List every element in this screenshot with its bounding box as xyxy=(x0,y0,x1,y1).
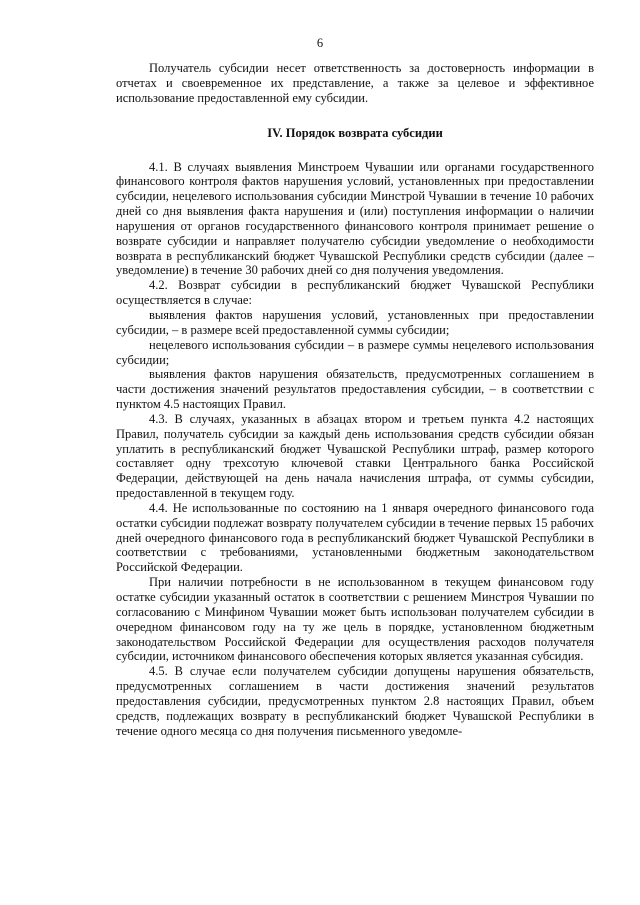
paragraph-4-1: 4.1. В случаях выявления Минстроем Чувашии или органами государственного финансового контроля фактов нарушения условий, установленных при предоставлении субсидии, нецелевого использования субсидии Минстрой Чувашии в течение 10 рабочих дней со дня выявления факта нарушения и (или) поступления информации о наличии нарушения от органов государственного финансового контроля принимает решение о возврате субсидии и направляет получателю субсидии уведомление о необходимости возврата в республиканский бюджет Чувашской Республики средств субсидии (далее – уведомление) в течение 30 рабочих дней со дня получения уведомления. xyxy=(116,159,594,278)
paragraph-4-2-item-2: нецелевого использования субсидии – в размере суммы нецелевого использования субсидии; xyxy=(116,337,594,367)
page-number: 6 xyxy=(316,36,324,50)
paragraph-4-2: 4.2. Возврат субсидии в республиканский бюджет Чувашской Республики осуществляется в случае: xyxy=(116,278,594,308)
paragraph-4-5: 4.5. В случае если получателем субсидии допущены нарушения обязательств, предусмотренных соглашением в части достижения значений результатов предоставления субсидии, предусмотренных пунктом 2.8 настоящих Правил, объем средств, подлежащих возврату в республиканский бюджет Чувашской Республики в течение одного месяца со дня получения письменного уведомле- xyxy=(116,664,594,738)
paragraph-4-2-item-1: выявления фактов нарушения условий, установленных при предоставлении субсидии, – в размере всей предоставленной суммы субсидии; xyxy=(116,307,594,337)
intro-paragraph: Получатель субсидии несет ответственность за достоверность информации в отчетах и своевременное их представление, а также за целевое и эффективное использование предоставленной ему субсидии. xyxy=(116,61,594,105)
paragraph-4-2-item-3: выявления фактов нарушения обязательств, предусмотренных соглашением в части достижения значений результатов предоставления субсидии, – в соответствии с пунктом 4.5 настоящих Правил. xyxy=(116,367,594,412)
paragraph-4-3: 4.3. В случаях, указанных в абзацах втором и третьем пункта 4.2 настоящих Правил, получатель субсидии за каждый день использования средств субсидии обязан уплатить в республиканский бюджет Чувашской Республики штраф, размер которого составляет одну трехсотую ключевой ставки Центрального банка Российской Федерации, действующей на день начала начисления штрафа, от суммы субсидии, предоставленной в текущем году. xyxy=(116,411,594,501)
document-body xyxy=(116,61,594,738)
section-heading: IV. Порядок возврата субсидии xyxy=(267,125,443,140)
paragraph-4-4-continuation: При наличии потребности в не использованном в текущем финансовом году остатке субсидии указанный остаток в соответствии с решением Минстроя Чувашии по согласованию с Минфином Чувашии может быть использован получателем субсидии в очередном финансовом году на ту же цель в порядке, установленном бюджетным законодательством Российской Федерации для осуществления расходов получателя субсидии, источником финансового обеспечения которых является указанная субсидия. xyxy=(116,575,594,664)
paragraph-4-4: 4.4. Не использованные по состоянию на 1 января очередного финансового года остатки субсидии подлежат возврату получателем субсидии в течение первых 15 рабочих дней очередного финансового года в республиканский бюджет Чувашской Республики в соответствии с требованиями, установленными бюджетным законодательством Российской Федерации. xyxy=(116,500,594,575)
